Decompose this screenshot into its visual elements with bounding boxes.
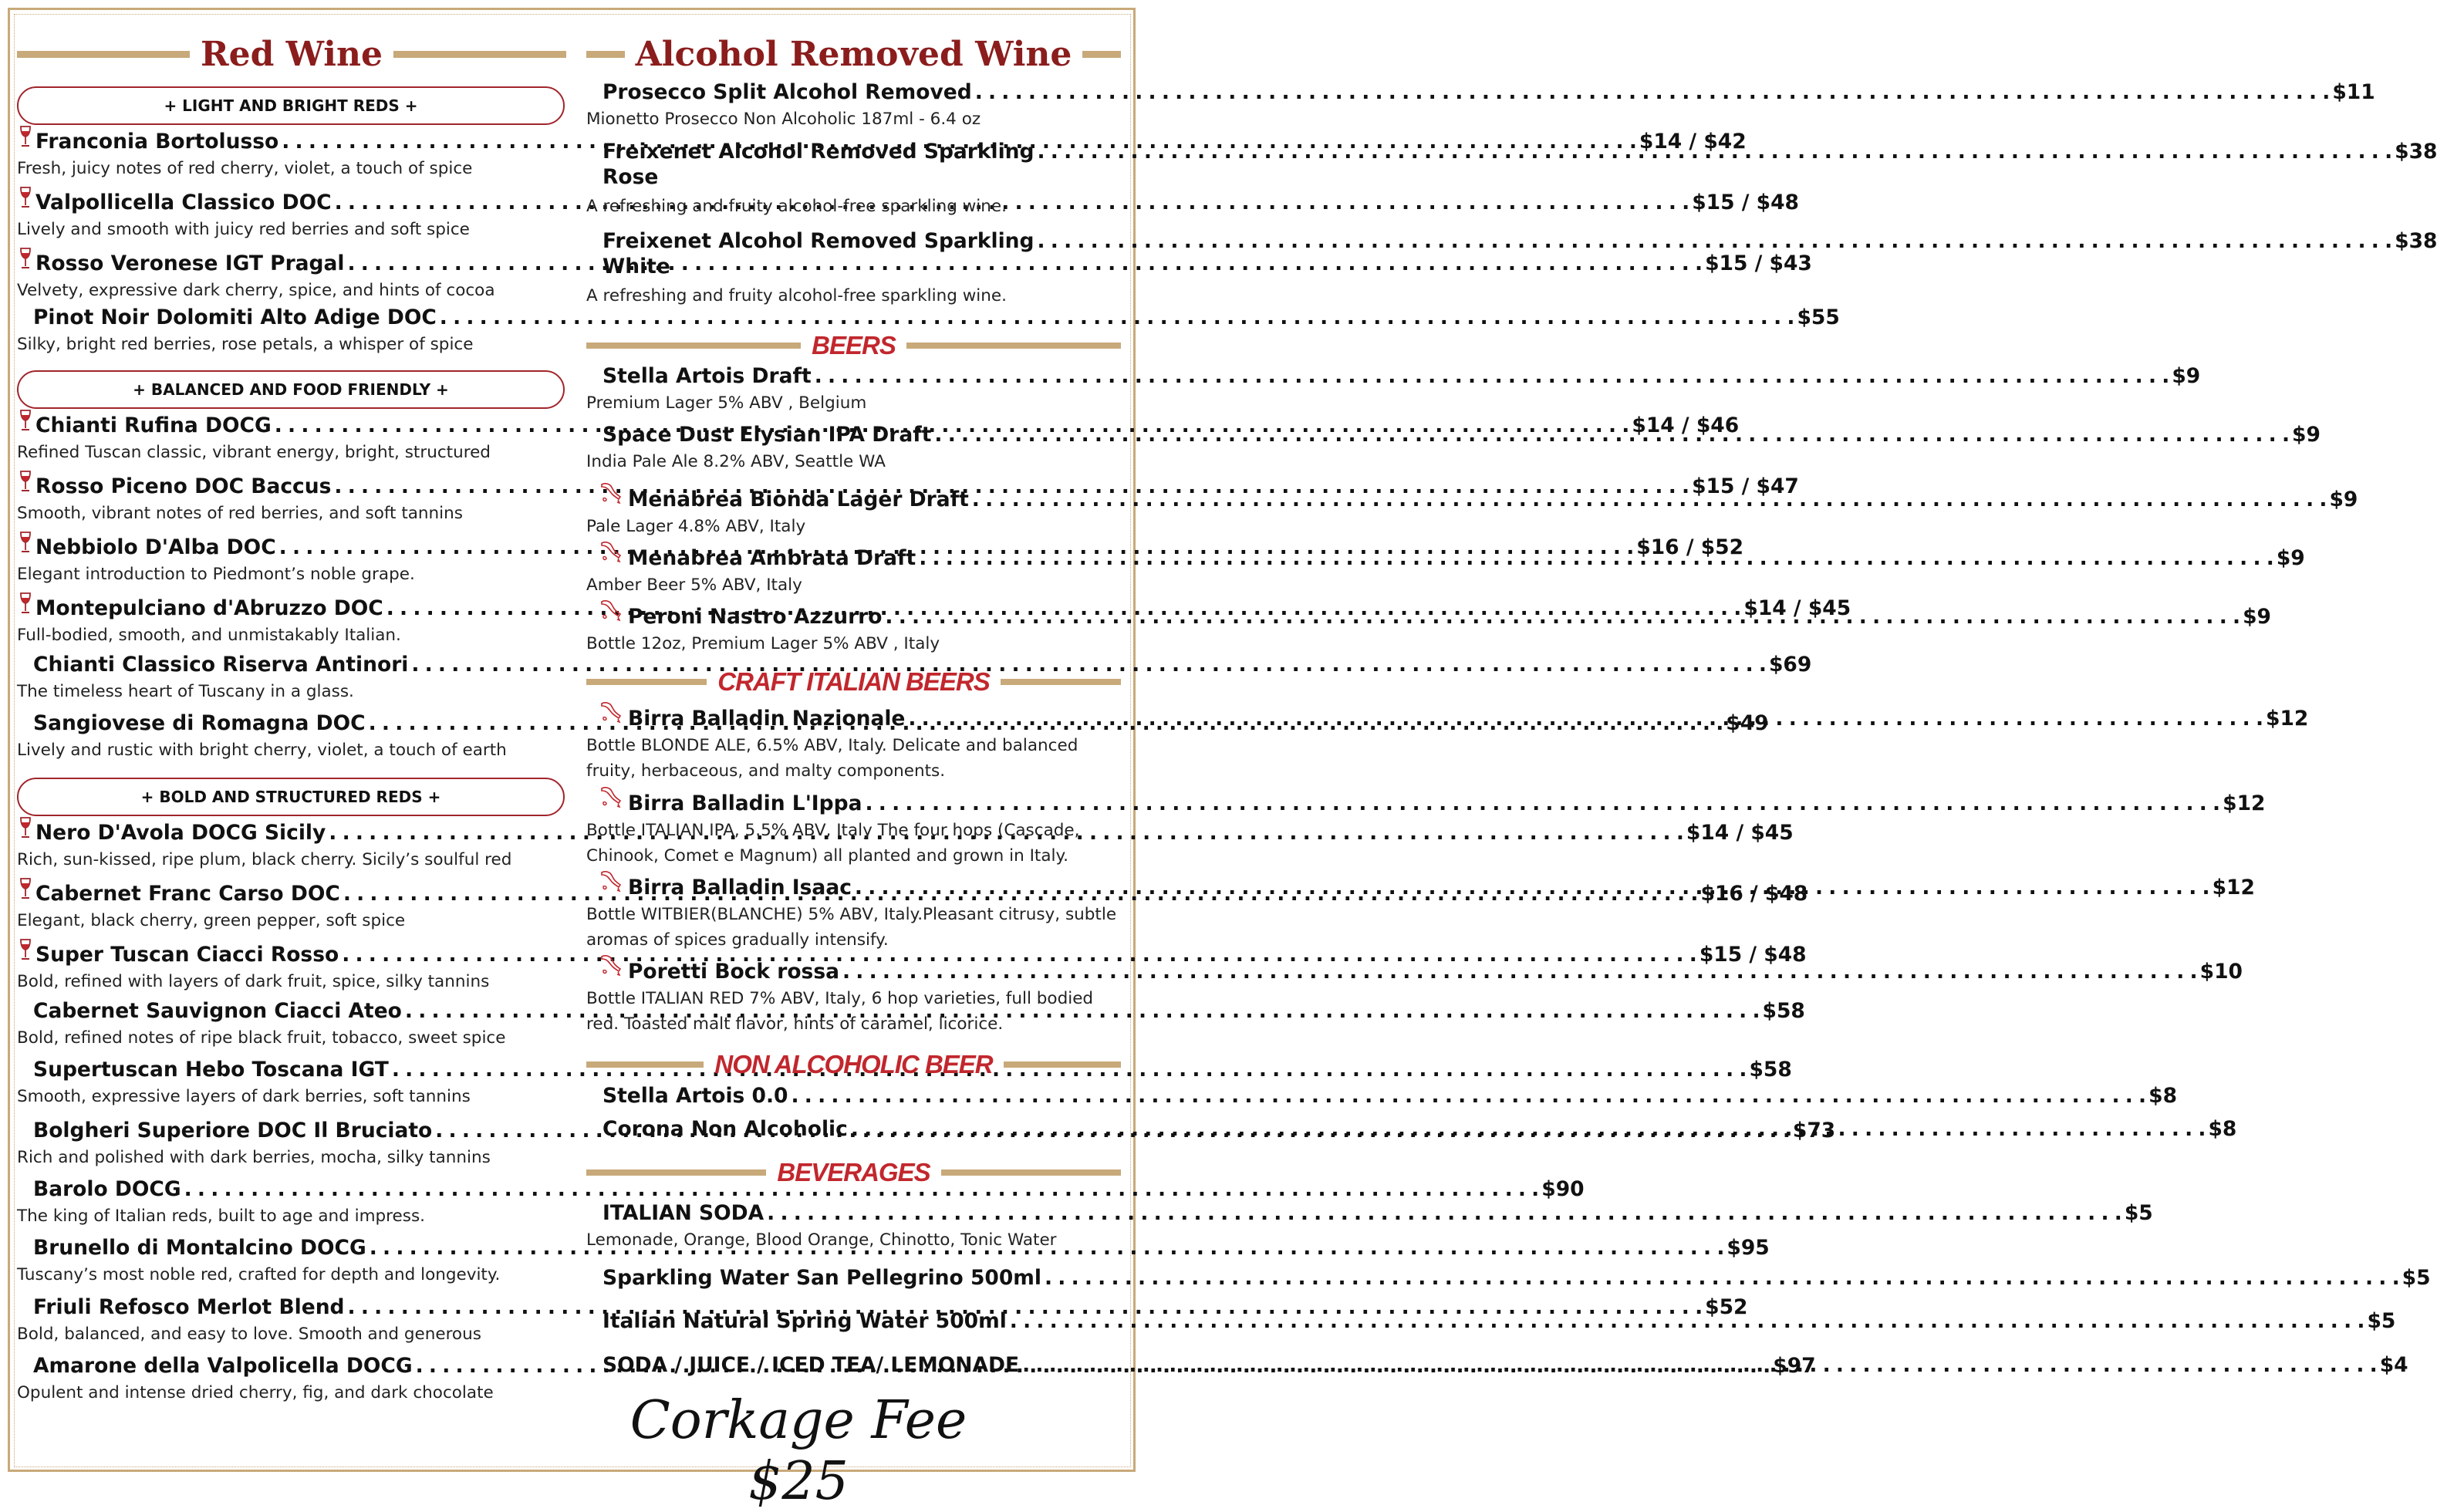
- section-label-balanced: + BALANCED AND FOOD FRIENDLY +: [17, 370, 565, 409]
- wine-glass-icon: [17, 125, 34, 148]
- section-label-light: + LIGHT AND BRIGHT REDS +: [17, 86, 565, 125]
- item-description: Smooth, vibrant notes of red berries, and soft tannins: [17, 504, 463, 523]
- non-alcoholic-beer-title: NON ALCOHOLIC BEER: [714, 1050, 993, 1078]
- heading-rule: [1082, 51, 1121, 58]
- item-name: Nebbiolo D'Alba DOC: [35, 535, 276, 559]
- item-description: A refreshing and fruity alcohol-free sparkling wine.: [586, 286, 1007, 305]
- item-description: The king of Italian reds, built to age and impress.: [17, 1207, 426, 1226]
- heading-rule: [906, 343, 1121, 349]
- italy-map-icon: [597, 869, 625, 894]
- item-description: Refined Tuscan classic, vibrant energy, bright, structured: [17, 443, 491, 462]
- item-price: $9: [2329, 488, 2358, 511]
- item-description: Elegant, black cherry, green pepper, soft spice: [17, 911, 406, 930]
- red-wine-heading: [17, 31, 566, 77]
- item-name: Franconia Bortolusso: [35, 130, 279, 154]
- item-name: Bolgheri Superiore DOC Il Bruciato: [33, 1119, 433, 1142]
- beers-title: BEERS: [812, 331, 896, 359]
- item-price: $15 / $48: [1699, 943, 1807, 967]
- item-name: Prosecco Split Alcohol Removed: [602, 80, 972, 104]
- item-price: $11: [2332, 80, 2375, 104]
- menu-item: [586, 1309, 2396, 1333]
- item-description: Bottle ITALIAN IPA, 5.5% ABV, Italy The four hops (Cascade, Chinook, Comet e Magnum) all planted and grown in Italy.: [586, 821, 1080, 866]
- item-price: $16 / $52: [1636, 535, 1744, 559]
- item-name: Birra Balladin L'Ippa: [628, 791, 862, 815]
- item-name: Space Dust Elysian IPA Draft: [602, 423, 932, 447]
- item-name: Menabrea Bionda Lager Draft: [628, 488, 969, 511]
- item-price: $14 / $42: [1639, 130, 1747, 154]
- item-name: Stella Artois Draft: [602, 364, 812, 388]
- item-price: $97: [1773, 1354, 1816, 1378]
- item-description: Velvety, expressive dark cherry, spice, and hints of cocoa: [17, 281, 495, 300]
- item-price: $16 / $48: [1700, 882, 1808, 906]
- corkage-fee: Corkage Fee $25: [630, 1390, 967, 1512]
- item-name: Amarone della Valpolicella DOCG: [33, 1354, 413, 1378]
- item-name: Cabernet Franc Carso DOC: [35, 882, 340, 906]
- wine-glass-icon: [17, 247, 34, 270]
- item-price: $14 / $46: [1632, 413, 1740, 437]
- item-name: ITALIAN SODA: [602, 1201, 765, 1225]
- item-name: Chianti Rufina DOCG: [35, 413, 272, 437]
- wine-glass-icon: [17, 186, 34, 209]
- heading-rule: [941, 1169, 1121, 1176]
- item-description: Full-bodied, smooth, and unmistakably Italian.: [17, 626, 401, 645]
- item-description: Bottle WITBIER(BLANCHE) 5% ABV, Italy.Pleasant citrusy, subtle aromas of spices gradually intensify.: [586, 905, 1117, 950]
- item-price: $9: [2276, 546, 2305, 570]
- item-description: Amber Beer 5% ABV, Italy: [586, 575, 802, 595]
- item-name: Stella Artois 0.0: [602, 1084, 788, 1108]
- item-description: Smooth, expressive layers of dark berries, soft tannins: [17, 1087, 471, 1106]
- heading-rule: [1004, 1061, 1121, 1068]
- item-name: Corona Non Alcoholic: [602, 1117, 848, 1141]
- item-price: $10: [2199, 960, 2243, 984]
- item-price: $5: [2124, 1201, 2153, 1225]
- italy-map-icon: [597, 540, 625, 565]
- item-description: Bottle ITALIAN RED 7% ABV, Italy, 6 hop varieties, full bodied red. Toasted malt flavor, hints of caramel, licorice.: [586, 989, 1094, 1034]
- heading-rule: [586, 1169, 766, 1176]
- item-price: $12: [2212, 876, 2255, 899]
- italy-map-icon: [597, 700, 625, 725]
- item-description: Elegant introduction to Piedmont’s noble grape.: [17, 565, 415, 584]
- item-price: $38: [2395, 229, 2437, 253]
- beverages-heading: [586, 1149, 1121, 1196]
- item-price: $9: [2243, 605, 2271, 629]
- item-description: Mionetto Prosecco Non Alcoholic 187ml - 6.4 oz: [586, 110, 981, 129]
- italy-map-icon: [597, 481, 625, 506]
- item-name-continued: Rose: [602, 165, 659, 189]
- heading-rule: [393, 51, 566, 58]
- item-price: $15 / $43: [1705, 251, 1812, 275]
- wine-glass-icon: [17, 592, 34, 615]
- item-price: $12: [2223, 791, 2266, 815]
- item-name: Chianti Classico Riserva Antinori: [33, 653, 409, 677]
- item-name: Sangiovese di Romagna DOC: [33, 711, 366, 735]
- craft-beers-title: CRAFT ITALIAN BEERS: [717, 667, 990, 696]
- item-description: Rich, sun-kissed, ripe plum, black cherry. Sicily’s soulful red: [17, 850, 512, 869]
- item-name: Menabrea Ambrata Draft: [628, 546, 916, 570]
- item-name: Freixenet Alcohol Removed Sparkling: [602, 140, 1035, 164]
- item-description: The timeless heart of Tuscany in a glass.: [17, 682, 354, 701]
- craft-beers-heading: [586, 659, 1121, 705]
- item-description: Lively and rustic with bright cherry, violet, a touch of earth: [17, 741, 507, 760]
- item-name: Birra Balladin Isaac: [628, 876, 852, 899]
- item-name: Cabernet Sauvignon Ciacci Ateo: [33, 999, 402, 1023]
- heading-rule: [586, 1061, 704, 1068]
- item-description: Bottle 12oz, Premium Lager 5% ABV , Italy: [586, 634, 940, 653]
- alcohol-removed-title: Alcohol Removed Wine: [635, 34, 1072, 74]
- item-description: Tuscany’s most noble red, crafted for depth and longevity.: [17, 1265, 501, 1284]
- heading-rule: [586, 679, 707, 685]
- item-description: Rich and polished with dark berries, mocha, silky tannins: [17, 1148, 491, 1167]
- item-description: Bottle BLONDE ALE, 6.5% ABV, Italy. Delicate and balanced fruity, herbaceous, and malty components.: [586, 736, 1078, 781]
- item-name: Rosso Piceno DOC Baccus: [35, 474, 332, 498]
- item-name: Montepulciano d'Abruzzo DOC: [35, 596, 383, 620]
- item-price: $73: [1792, 1119, 1836, 1142]
- section-label-bold: + BOLD AND STRUCTURED REDS +: [17, 778, 565, 816]
- item-name: Friuli Refosco Merlot Blend: [33, 1295, 345, 1319]
- menu-item: [586, 80, 2375, 132]
- item-price: $5: [2402, 1266, 2431, 1290]
- item-price: $58: [1762, 999, 1805, 1023]
- item-price: $90: [1541, 1177, 1585, 1201]
- item-price: $95: [1726, 1236, 1770, 1260]
- item-name: Brunello di Montalcino DOCG: [33, 1236, 366, 1260]
- item-price: $9: [2292, 423, 2321, 447]
- item-name: Barolo DOCG: [33, 1177, 181, 1201]
- wine-glass-icon: [17, 531, 34, 554]
- item-price: $38: [2395, 140, 2437, 164]
- item-price: $15 / $47: [1692, 474, 1799, 498]
- item-name: Freixenet Alcohol Removed Sparkling: [602, 229, 1035, 253]
- item-name: Peroni Nastro Azzurro: [628, 605, 883, 629]
- item-price: $69: [1768, 653, 1812, 677]
- item-price: $4: [2379, 1353, 2408, 1377]
- item-price: $14 / $45: [1686, 821, 1794, 845]
- heading-rule: [586, 51, 625, 58]
- item-name: Birra Balladin Nazionale: [628, 707, 906, 731]
- item-price: $58: [1749, 1058, 1792, 1082]
- item-price: $8: [2148, 1084, 2178, 1108]
- item-description: Bold, balanced, and easy to love. Smooth and generous: [17, 1325, 481, 1344]
- item-name: Supertuscan Hebo Toscana IGT: [33, 1058, 389, 1082]
- item-description: India Pale Ale 8.2% ABV, Seattle WA: [586, 452, 886, 471]
- wine-glass-icon: [17, 877, 34, 900]
- item-price: $55: [1797, 305, 1840, 329]
- alcohol-removed-heading: [586, 31, 1121, 77]
- item-name: Pinot Noir Dolomiti Alto Adige DOC: [33, 305, 437, 329]
- menu-item: [586, 1084, 2178, 1108]
- heading-rule: [17, 51, 190, 58]
- item-price: $5: [2367, 1309, 2396, 1333]
- item-description: Opulent and intense dried cherry, fig, and dark chocolate: [17, 1383, 494, 1402]
- non-alcoholic-beer-heading: [586, 1041, 1121, 1088]
- wine-glass-icon: [17, 409, 34, 432]
- item-name: Super Tuscan Ciacci Rosso: [35, 943, 339, 967]
- item-description: Silky, bright red berries, rose petals, a whisper of spice: [17, 335, 474, 354]
- item-price: $8: [2208, 1117, 2237, 1141]
- menu-item: [586, 1266, 2431, 1290]
- item-name: Rosso Veronese IGT Pragal: [35, 251, 345, 275]
- item-price: $15 / $48: [1692, 191, 1799, 214]
- item-name: Nero D'Avola DOCG Sicily: [35, 821, 326, 845]
- italy-map-icon: [597, 953, 625, 978]
- item-description: Premium Lager 5% ABV , Belgium: [586, 393, 867, 413]
- item-price: $52: [1705, 1295, 1748, 1319]
- item-name: Sparkling Water San Pellegrino 500ml: [602, 1266, 1041, 1290]
- wine-glass-icon: [17, 470, 34, 493]
- italy-map-icon: [597, 785, 625, 810]
- item-price: $12: [2266, 707, 2309, 731]
- menu-item: [586, 364, 2201, 416]
- item-name: Poretti Bock rossa: [628, 960, 839, 984]
- item-price: $14 / $45: [1743, 596, 1851, 620]
- item-name: SODA / JUICE / ICED TEA/ LEMONADE: [602, 1353, 1020, 1377]
- wine-glass-icon: [17, 938, 34, 961]
- item-description: Fresh, juicy notes of red cherry, violet, a touch of spice: [17, 159, 473, 178]
- item-price: $9: [2172, 364, 2201, 388]
- heading-rule: [586, 343, 801, 349]
- item-name: Valpollicella Classico DOC: [35, 191, 332, 214]
- item-name-continued: White: [602, 255, 670, 278]
- item-description: Lemonade, Orange, Blood Orange, Chinotto, Tonic Water: [586, 1230, 1057, 1250]
- red-wine-title: Red Wine: [201, 34, 383, 74]
- heading-rule: [1001, 679, 1121, 685]
- item-description: Bold, refined notes of ripe black fruit, tobacco, sweet spice: [17, 1028, 506, 1048]
- item-description: Pale Lager 4.8% ABV, Italy: [586, 517, 806, 536]
- item-description: Lively and smooth with juicy red berries and soft spice: [17, 220, 470, 239]
- item-name: Italian Natural Spring Water 500ml: [602, 1309, 1007, 1333]
- wine-glass-icon: [17, 816, 34, 839]
- beers-heading: [586, 322, 1121, 369]
- item-description: A refreshing and fruity alcohol-free sparkling wine.: [586, 197, 1007, 216]
- italy-map-icon: [597, 599, 625, 623]
- item-description: Bold, refined with layers of dark fruit, spice, silky tannins: [17, 972, 490, 991]
- beverages-title: BEVERAGES: [777, 1158, 930, 1186]
- item-price: $49: [1726, 711, 1769, 735]
